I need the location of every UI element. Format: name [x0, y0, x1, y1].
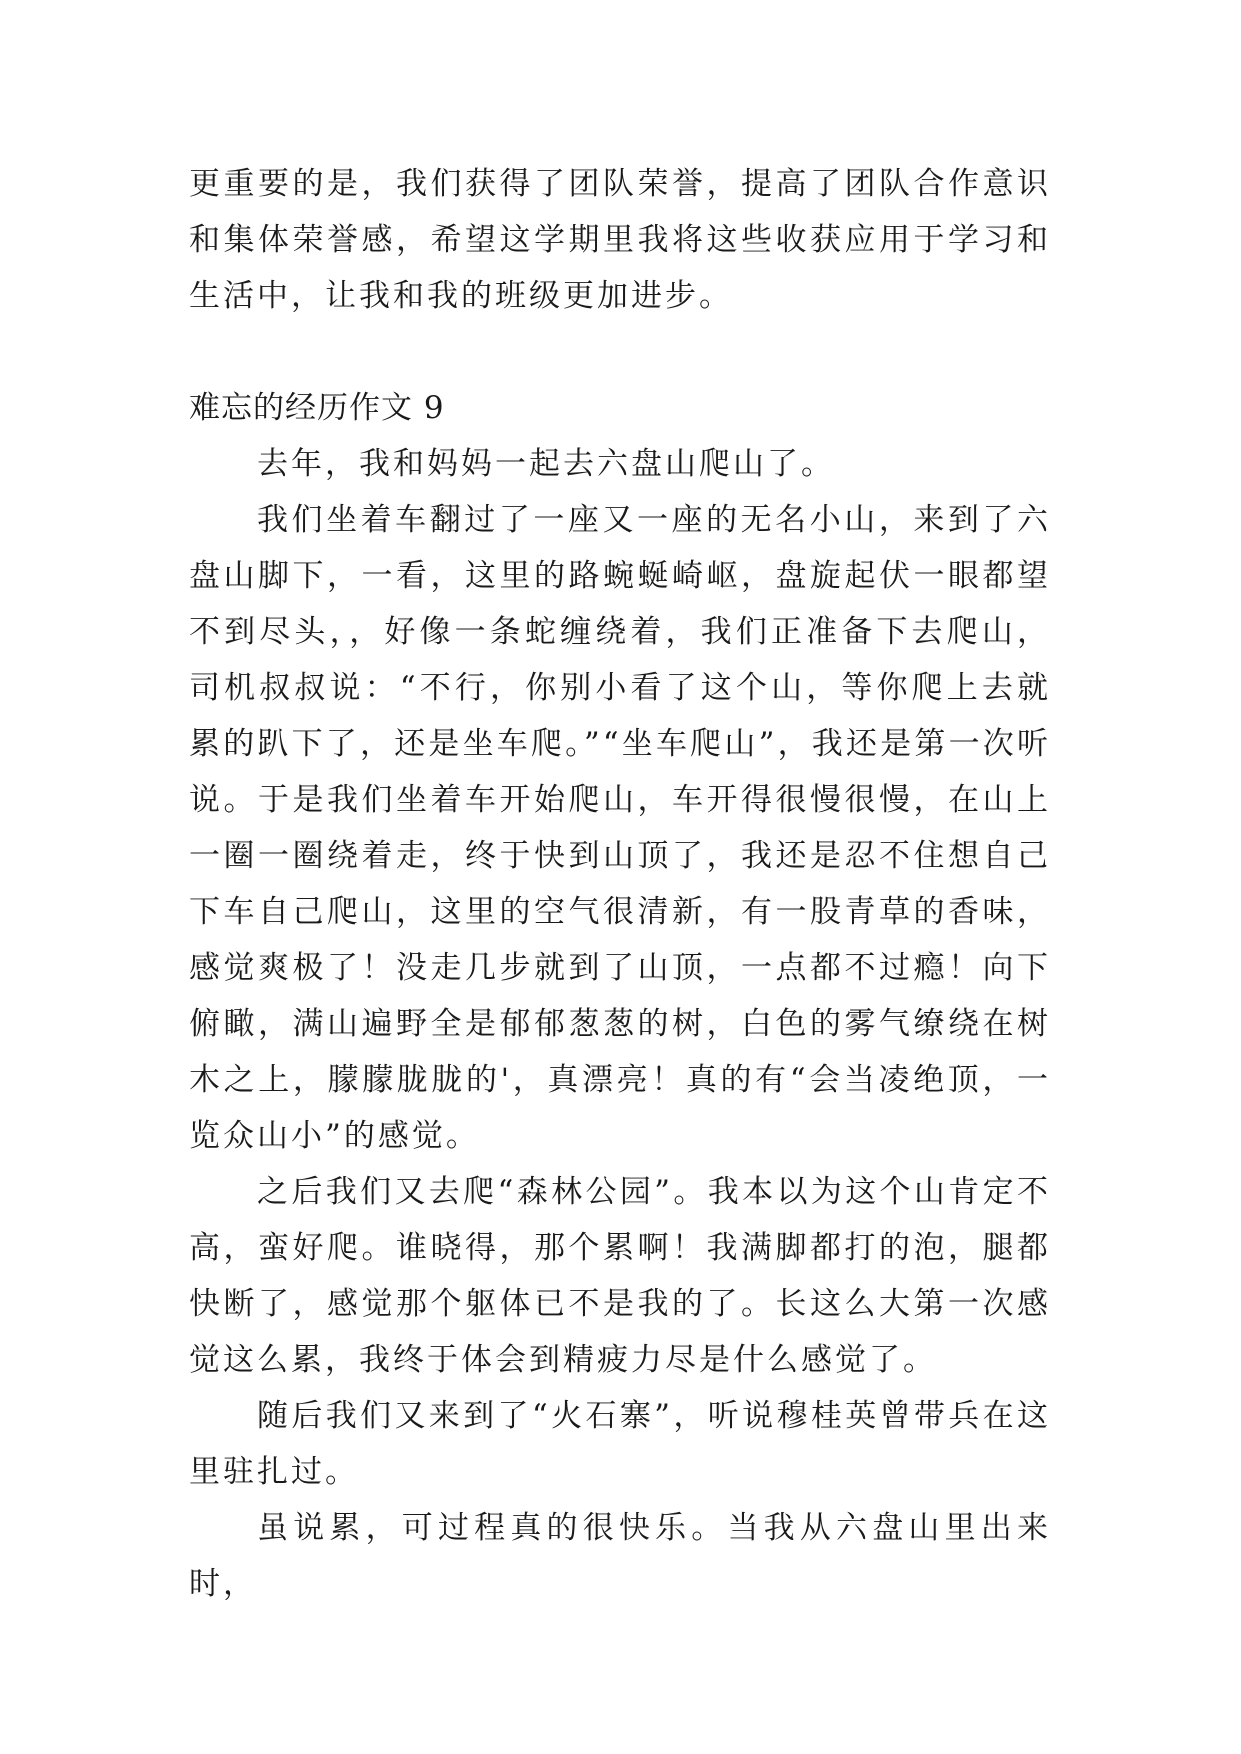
paragraph-1: 去年，我和妈妈一起去六盘山爬山了。	[257, 446, 835, 482]
paragraph-5: 虽说累，可过程真的很快乐。当我从六盘山里出来时，	[189, 1510, 1051, 1602]
paragraph-4: 随后我们又来到了“火石寨”，听说穆桂英曾带兵在这里驻扎过。	[189, 1398, 1051, 1490]
paragraph-3: 之后我们又去爬“森林公园”。我本以为这个山肯定不高，蛮好爬。谁晓得，那个累啊！我满脚都打的泡，腿都快断了，感觉那个躯体已不是我的了。长这么大第一次感觉这么累，我终于体会到精疲力尽是什么感觉了。	[189, 1174, 1051, 1378]
paragraph-spacer	[189, 324, 1051, 380]
document-body	[189, 156, 1051, 1612]
essay-heading: 难忘的经历作文 9	[189, 390, 445, 426]
paragraph-intro-continuation: 更重要的是，我们获得了团队荣誉，提高了团队合作意识和集体荣誉感，希望这学期里我将这些收获应用于学习和生活中，让我和我的班级更加进步。	[189, 166, 1051, 314]
paragraph-2: 我们坐着车翻过了一座又一座的无名小山，来到了六盘山脚下，一看，这里的路蜿蜒崎岖，盘旋起伏一眼都望不到尽头，，好像一条蛇缠绕着，我们正准备下去爬山，司机叔叔说：“不行，你别小看了这个山，等你爬上去就累的趴下了，还是坐车爬。”“坐车爬山”，我还是第一次听说。于是我们坐着车开始爬山，车开得很慢很慢，在山上一圈一圈绕着走，终于快到山顶了，我还是忍不住想自己下车自己爬山，这里的空气很清新，有一股青草的香味，感觉爽极了！没走几步就到了山顶，一点都不过瘾！向下俯瞰，满山遍野全是郁郁葱葱的树，白色的雾气缭绕在树木之上，朦朦胧胧的'，真漂亮！真的有“会当凌绝顶，一览众山小”的感觉。	[189, 502, 1051, 1154]
